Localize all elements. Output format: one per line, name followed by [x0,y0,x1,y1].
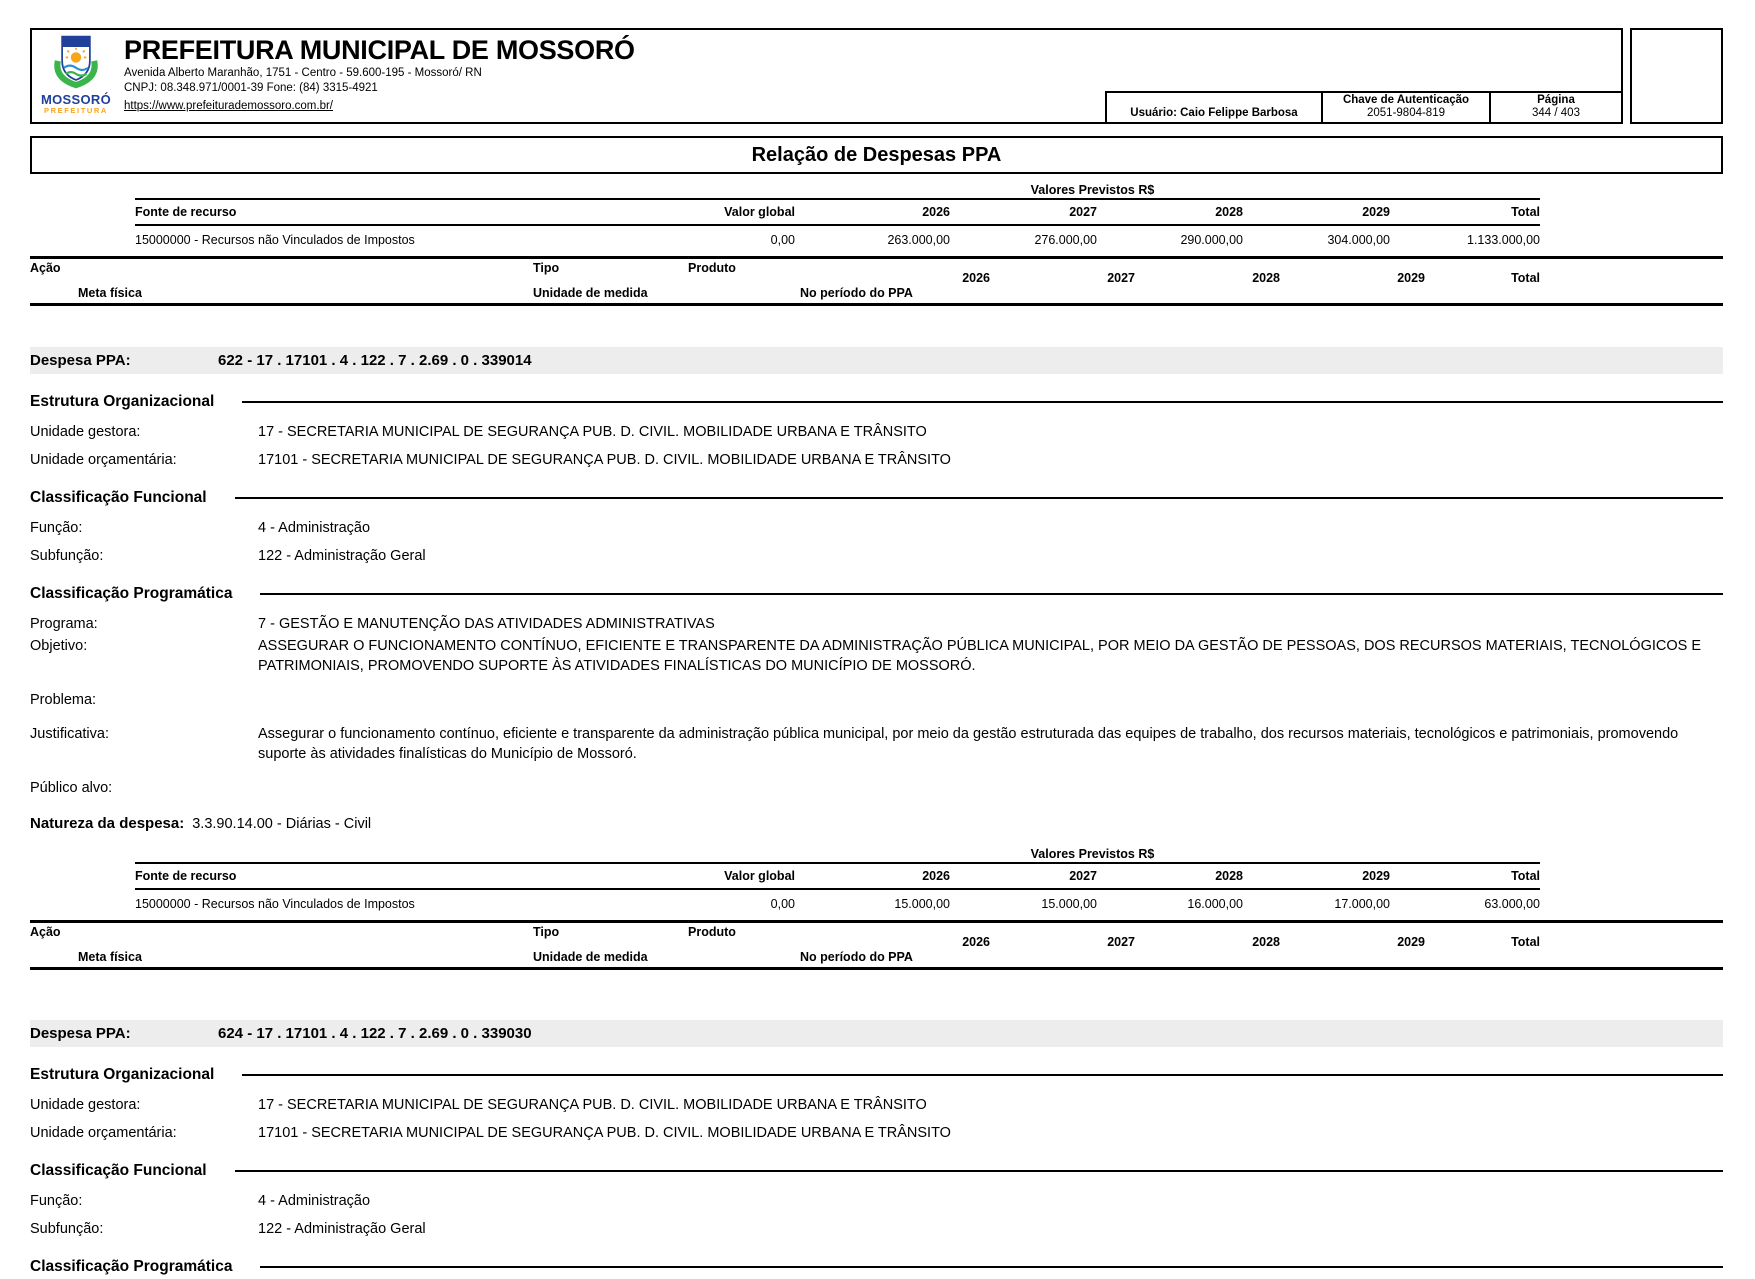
section-rule [260,593,1723,595]
col-total: Total [1390,863,1540,889]
band-2029: 2029 [1397,935,1425,949]
band-2029: 2029 [1397,271,1425,285]
field-subfuncao [30,1219,1723,1239]
section-class-programatica [30,1255,1723,1279]
despesa-ppa-label: Despesa PPA: [30,352,131,369]
band-total: Total [1511,935,1540,949]
field-justificativa [30,724,1723,764]
section-title: Classificação Funcional [30,1162,207,1179]
section-rule [242,401,1723,403]
section-title: Classificação Funcional [30,489,207,506]
periodo-ppa-label: No período do PPA [800,286,913,300]
col-2029: 2029 [1243,863,1390,889]
field-value: 122 - Administração Geral [258,1221,426,1237]
org-address: Avenida Alberto Maranhão, 1751 - Centro - 59.600-195 - Mossoró/ RN [124,67,482,79]
field-programa [30,614,1723,634]
meta-fisica-label: Meta física [78,950,142,964]
periodo-ppa-label: No período do PPA [800,950,913,964]
website-link[interactable]: https://www.prefeiturademossoro.com.br/ [124,100,333,112]
field-label: Justificativa: [30,726,109,742]
field-label: Função: [30,520,83,536]
values-table [135,862,1540,920]
values-caption: Valores Previstos R$ [1030,183,1155,197]
produto-label: Produto [688,261,736,275]
section-class-funcional [30,1159,1723,1183]
auth-key-label: Chave de Autenticação [1342,94,1470,106]
field-value [258,690,1723,710]
report-title: Relação de Despesas PPA [751,144,1002,166]
acao-header-band [30,259,1723,306]
unidade-medida-label: Unidade de medida [533,950,648,964]
col-2028: 2028 [1097,199,1243,225]
field-value: 17 - SECRETARIA MUNICIPAL DE SEGURANÇA PUB. D. CIVIL. MOBILIDADE URBANA E TRÂNSITO [258,424,927,440]
value-2026-cell: 15.000,00 [894,897,950,911]
value-2029-cell: 304.000,00 [1327,233,1390,247]
section-rule [242,1074,1723,1076]
col-valor-global: Valor global [645,863,795,889]
col-2029: 2029 [1243,199,1390,225]
despesa-ppa-code: 622 - 17 . 17101 . 4 . 122 . 7 . 2.69 . 0 . 339014 [218,352,532,369]
section-title: Estrutura Organizacional [30,393,215,410]
logo-subtitle: PREFEITURA [44,106,108,115]
band-2028: 2028 [1252,935,1280,949]
band-2028: 2028 [1252,271,1280,285]
col-2026: 2026 [795,863,950,889]
header [30,28,1723,124]
field-label: Subfunção: [30,548,104,564]
field-label: Objetivo: [30,638,88,654]
section-rule [235,497,1723,499]
tipo-label: Tipo [533,261,560,275]
values-table [135,198,1540,256]
section-title: Classificação Programática [30,585,233,602]
field-problema [30,690,1723,710]
acao-label: Ação [30,925,61,939]
value-2026-cell: 263.000,00 [887,233,950,247]
col-2028: 2028 [1097,863,1243,889]
value-2028-cell: 290.000,00 [1180,233,1243,247]
field-label: Programa: [30,616,98,632]
natureza-value: 3.3.90.14.00 - Diárias - Civil [192,816,372,832]
field-value: 7 - GESTÃO E MANUTENÇÃO DAS ATIVIDADES ADMINISTRATIVAS [258,616,715,632]
field-value: 122 - Administração Geral [258,548,426,564]
band-total: Total [1511,271,1540,285]
fonte-cell: 15000000 - Recursos não Vinculados de Impostos [135,897,415,911]
section-rule [235,1170,1723,1172]
value-2028-cell: 16.000,00 [1187,897,1243,911]
despesa-ppa-code: 624 - 17 . 17101 . 4 . 122 . 7 . 2.69 . 0 . 339030 [218,1025,532,1042]
section-estrutura [30,390,1723,414]
field-value: 4 - Administração [258,520,371,536]
field-value: ASSEGURAR O FUNCIONAMENTO CONTÍNUO, EFICIENTE E TRANSPARENTE DA ADMINISTRAÇÃO PÚBLICA MUNICIPAL, POR MEIO DA GESTÃO DE PESSOAS, DOS RECURSOS MATERIAIS, TECNOLÓGICOS E PATRIMONIAIS, PROMOVENDO SUPORTE ÀS ATIVIDADES FINALÍSTICAS DO MUNICÍPIO DE MOSSORÓ. [258,638,1701,674]
field-value [258,778,1723,798]
col-fonte: Fonte de recurso [135,863,645,889]
value-2029-cell: 17.000,00 [1334,897,1390,911]
value-2027-cell: 276.000,00 [1034,233,1097,247]
field-unidade-orcamentaria [30,1123,1723,1143]
col-2027: 2027 [950,863,1097,889]
auth-key-value: 2051-9804-819 [1366,107,1445,119]
fonte-cell: 15000000 - Recursos não Vinculados de Impostos [135,233,415,247]
mossoro-crest-icon [50,33,102,87]
auth-key-cell [1322,92,1490,123]
org-cnpj-phone: CNPJ: 08.348.971/0001-39 Fone: (84) 3315-4921 [124,82,378,94]
section-rule [260,1266,1723,1268]
prefeitura-logo [32,30,120,115]
section-class-programatica [30,582,1723,606]
field-label: Unidade gestora: [30,424,141,440]
field-label: Problema: [30,692,97,708]
field-label: Função: [30,1193,83,1209]
org-name: PREFEITURA MUNICIPAL DE MOSSORÓ [124,35,635,65]
section-estrutura [30,1063,1723,1087]
value-2027-cell: 15.000,00 [1041,897,1097,911]
header-empty-box [1630,28,1723,124]
despesa-ppa-bar [30,347,1723,374]
section-class-funcional [30,486,1723,510]
acao-label: Ação [30,261,61,275]
field-value: 17 - SECRETARIA MUNICIPAL DE SEGURANÇA PUB. D. CIVIL. MOBILIDADE URBANA E TRÂNSITO [258,1097,927,1113]
user-cell: Usuário: Caio Felippe Barbosa [1106,92,1322,123]
values-caption: Valores Previstos R$ [1030,847,1155,861]
field-funcao [30,1191,1723,1211]
acao-header-band [30,923,1723,970]
produto-label: Produto [688,925,736,939]
total-cell: 1.133.000,00 [1467,233,1540,247]
total-cell: 63.000,00 [1484,897,1540,911]
band-2027: 2027 [1107,271,1135,285]
field-label: Público alvo: [30,780,113,796]
unidade-medida-label: Unidade de medida [533,286,648,300]
field-subfuncao [30,546,1723,566]
header-main-box [30,28,1623,124]
col-2027: 2027 [950,199,1097,225]
field-unidade-orcamentaria [30,450,1723,470]
page-cell [1490,92,1622,123]
table-row [135,225,1540,256]
field-value: 4 - Administração [258,1193,371,1209]
auth-table [1105,91,1623,124]
section-title: Classificação Programática [30,1258,233,1275]
band-2026: 2026 [962,935,990,949]
meta-fisica-label: Meta física [78,286,142,300]
field-label: Subfunção: [30,1221,104,1237]
col-valor-global: Valor global [645,199,795,225]
band-2027: 2027 [1107,935,1135,949]
despesa-ppa-bar [30,1020,1723,1047]
field-label: Unidade orçamentária: [30,452,177,468]
section-title: Estrutura Organizacional [30,1066,215,1083]
field-value: 17101 - SECRETARIA MUNICIPAL DE SEGURANÇA PUB. D. CIVIL. MOBILIDADE URBANA E TRÂNSITO [258,1125,951,1141]
field-unidade-gestora [30,1095,1723,1115]
page-value: 344 / 403 [1532,107,1580,119]
natureza-despesa-row [30,815,1723,832]
values-header-row [135,199,1540,225]
natureza-label: Natureza da despesa: [30,815,185,832]
valor-global-cell: 0,00 [770,897,795,911]
report-title-bar [30,136,1723,174]
field-unidade-gestora [30,422,1723,442]
field-label: Unidade gestora: [30,1097,141,1113]
table-row [135,889,1540,920]
values-header-row [135,863,1540,889]
field-funcao [30,518,1723,538]
valor-global-cell: 0,00 [770,233,795,247]
field-objetivo [30,636,1723,676]
band-2026: 2026 [962,271,990,285]
col-total: Total [1390,199,1540,225]
page-label: Página [1537,94,1575,106]
despesa-ppa-label: Despesa PPA: [30,1025,131,1042]
field-publico-alvo [30,778,1723,798]
tipo-label: Tipo [533,925,560,939]
field-value: 17101 - SECRETARIA MUNICIPAL DE SEGURANÇA PUB. D. CIVIL. MOBILIDADE URBANA E TRÂNSITO [258,452,951,468]
field-label: Unidade orçamentária: [30,1125,177,1141]
field-value: Assegurar o funcionamento contínuo, eficiente e transparente da administração pública municipal, por meio da gestão estruturada das equipes de trabalho, dos recursos materiais, tecnológicos e patrimoniais, promovendo suporte às atividades finalísticas do Município de Mossoró. [258,726,1679,762]
col-fonte: Fonte de recurso [135,199,645,225]
org-block [120,30,635,114]
col-2026: 2026 [795,199,950,225]
logo-wordmark: MOSSORÓ [41,92,111,107]
